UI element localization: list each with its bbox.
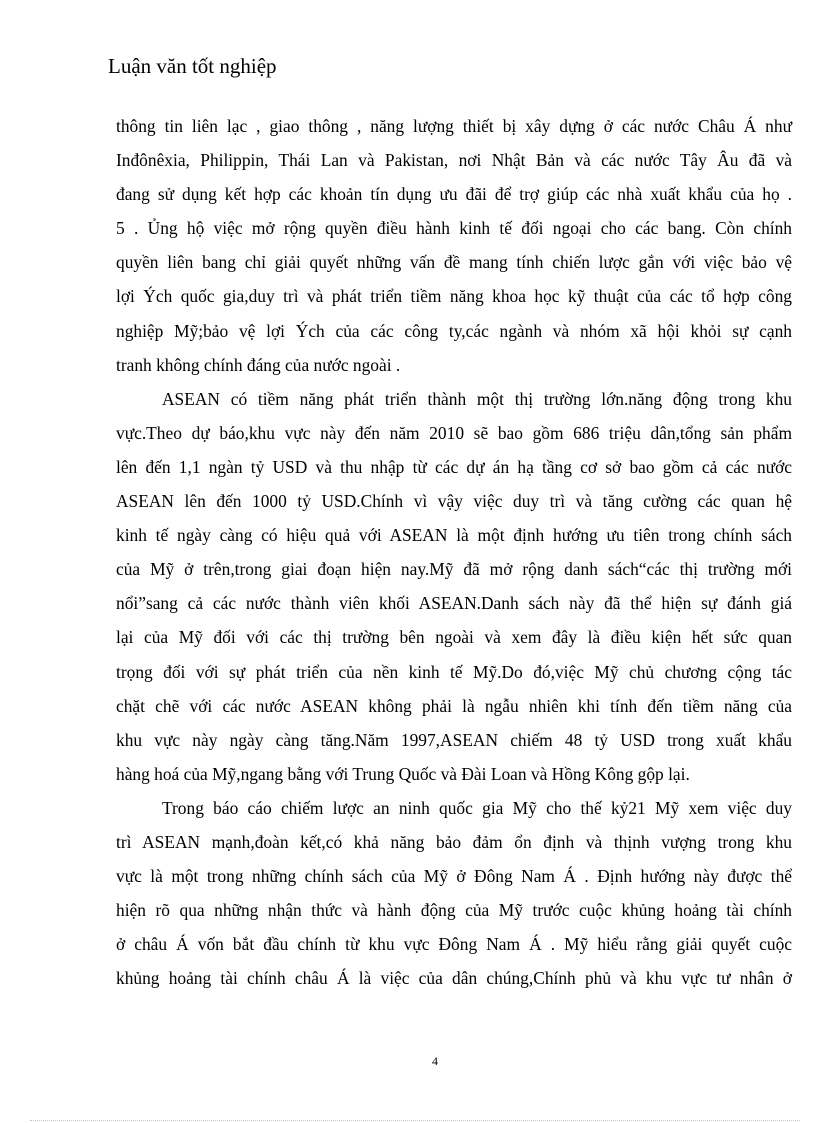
text-line: vực.Theo dự báo,khu vực này đến năm 2010 sẽ bao gồm 686 triệu dân,tổng sản phẩm	[116, 422, 792, 443]
text-line: lên đến 1,1 ngàn tỷ USD và thu nhập từ các dự án hạ tầng cơ sở bao gồm cả các nước	[116, 456, 792, 477]
text-line: lại của Mỹ đối với các thị trường bên ngoài và xem đây là điều kiện hết sức quan	[116, 627, 792, 648]
text-line: 5 . Ủng hộ việc mở rộng quyền điều hành kinh tế đối ngoại cho các bang. Còn chính	[116, 218, 792, 239]
page-number: 4	[432, 1054, 438, 1068]
text-line: tranh không chính đáng của nước ngoài .	[116, 354, 401, 375]
text-line: Trong báo cáo chiếm lược an ninh quốc gia Mỹ cho thế kỷ21 Mỹ xem việc duy	[162, 797, 792, 818]
text-line: ở châu Á vốn bắt đầu chính từ khu vực Đông Nam Á . Mỹ hiểu rằng giải quyết cuộc	[116, 934, 792, 955]
paragraph-asean-potential	[116, 382, 792, 791]
text-line: nghiệp Mỹ;bảo vệ lợi Ých của các công ty,các ngành và nhóm xã hội khỏi sự cạnh	[116, 320, 792, 341]
text-line: quyền liên bang chỉ giải quyết những vấn đề mang tính chiến lược gắn với việc bảo vệ	[116, 252, 792, 273]
text-line: đang sử dụng kết hợp các khoản tín dụng ưu đãi để trợ giúp các nhà xuất khẩu của họ .	[116, 184, 792, 205]
text-line: chặt chẽ với các nước ASEAN không phải là ngẫu nhiên khi tính đến tiềm năng của	[116, 695, 792, 716]
paragraph-security-strategy	[116, 791, 792, 996]
text-line: của Mỹ ở trên,trong giai đoạn hiện nay.Mỹ đã mở rộng danh sách“các thị trường mới	[116, 559, 792, 580]
text-line: hiện rõ qua những nhận thức và hành động của Mỹ trước cuộc khủng hoảng tài chính	[116, 900, 792, 921]
page-bottom-divider	[30, 1120, 800, 1121]
text-line: khủng hoảng tài chính châu Á là việc của dân chúng,Chính phủ và khu vực tư nhân ở	[116, 968, 792, 989]
text-line: Inđônêxia, Philippin, Thái Lan và Pakistan, nơi Nhật Bản và các nước Tây Âu đã và	[116, 150, 792, 171]
text-line: ASEAN lên đến 1000 tỷ USD.Chính vì vậy việc duy trì và tăng cường các quan hệ	[116, 491, 792, 512]
text-line: hàng hoá của Mỹ,ngang bằng với Trung Quốc và Đài Loan và Hồng Kông gộp lại.	[116, 763, 690, 784]
text-line: ASEAN có tiềm năng phát triển thành một thị trường lớn.năng động trong khu	[162, 388, 792, 409]
text-line: kinh tế ngày càng có hiệu quả với ASEAN là một định hướng ưu tiên trong chính sách	[116, 525, 792, 546]
paragraph-continuation	[116, 109, 792, 382]
text-line: trọng đối với sự phát triển của nền kinh tế Mỹ.Do đó,việc Mỹ chủ chương cộng tác	[116, 661, 792, 682]
running-header: Luận văn tốt nghiệp	[108, 54, 277, 78]
text-line: trì ASEAN mạnh,đoàn kết,có khả năng bảo đảm ổn định và thịnh vượng trong khu	[116, 831, 792, 852]
text-line: nổi”sang cả các nước thành viên khối ASEAN.Danh sách này đã thể hiện sự đánh giá	[116, 593, 792, 614]
text-line: lợi Ých quốc gia,duy trì và phát triển tiềm năng khoa học kỹ thuật của các tổ hợp công	[116, 286, 792, 307]
text-line: vực là một trong những chính sách của Mỹ ở Đông Nam Á . Định hướng này được thể	[116, 866, 792, 887]
text-line: thông tin liên lạc , giao thông , năng lượng thiết bị xây dựng ở các nước Châu Á như	[116, 116, 792, 136]
body-text	[116, 109, 792, 995]
text-line: khu vực này ngày càng tăng.Năm 1997,ASEAN chiếm 48 tỷ USD trong xuất khẩu	[116, 729, 792, 750]
